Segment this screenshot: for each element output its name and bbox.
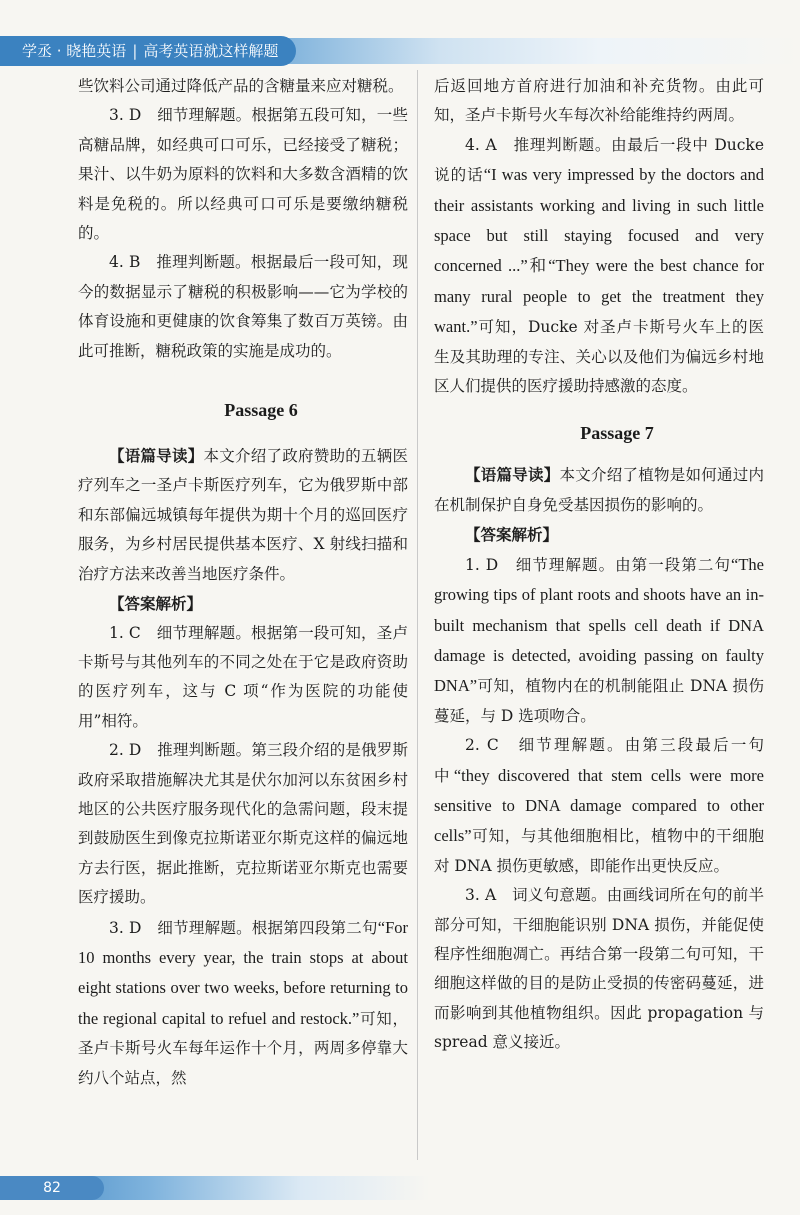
answer-tail: 可知，圣卢卡斯号火车每年运作十个月，两周多停靠大约八个站点，然 — [78, 1009, 408, 1087]
passage-7-answer-2 — [434, 731, 764, 881]
answer-lead: 1. D 细节理解题。由第一段第二句 — [465, 555, 732, 574]
english-quote: “The growing tips of plant roots and shoots have an in-built mechanism that spells cell death if DNA damage is detected, avoiding passing on faulty DNA” — [434, 554, 764, 696]
answer-tag: 【答案解析】 — [465, 525, 559, 545]
continued-paragraph: 些饮料公司通过降低产品的含糖量来应对糖税。 — [78, 77, 404, 95]
passage-6-answer-1: 1. C 细节理解题。根据第一段可知，圣卢卡斯号与其他列车的不同之处在于它是政府资助的医疗列车，这与 C 项“作为医院的功能使用”相符。 — [78, 623, 408, 730]
answer-lead: 3. D 细节理解题。根据第四段第二句 — [109, 918, 378, 937]
continued-paragraph: 后返回地方首府进行加油和补充货物。由此可知，圣卢卡斯号火车每次补给能维持约两周。 — [434, 77, 764, 125]
passage-7-title: Passage 7 — [580, 423, 654, 444]
answer-tail: 可知，植物内在的机制能阻止 DNA 损伤蔓延，与 D 选项吻合。 — [434, 677, 764, 725]
book-title: 高考英语就这样解题 — [143, 42, 279, 60]
series-name: 学丞 · 晓艳英语 — [22, 42, 127, 60]
answer-lead: 2. C 细节理解题。由第三段最后一句中 — [434, 736, 764, 785]
intro-text: 本文介绍了植物是如何通过内在机制保护自身免受基因损伤的影响的。 — [434, 466, 764, 514]
passage-6-answer-3 — [78, 913, 408, 1093]
passage-7-answer-3: 3. A 词义句意题。由画线词所在句的前半部分可知，干细胞能识别 DNA 损伤，并能促使程序性细胞凋亡。再结合第一段第二句可知，干细胞这样做的目的是防止受损的传密码蔓延，进而影响到其他植物组织。因此 propagation 与 spread 意义接近。 — [434, 886, 764, 1052]
passage-7-intro — [434, 460, 764, 520]
english-quote: “For 10 months every year, the train stops at about eight stations over two weeks, before returning to the regional capital to refuel and restock.” — [78, 917, 408, 1028]
answer-3: 3. D 细节理解题。根据第五段可知，一些高糖品牌，如经典可口可乐，已经接受了糖税；果汁、以牛奶为原料的饮料和大多数含酒精的饮料是免税的。所以经典可口可乐是要缴纳糖税的。 — [78, 106, 408, 243]
passage-6-intro — [78, 441, 408, 589]
header-separator: | — [132, 42, 138, 60]
answer-tag: 【答案解析】 — [109, 594, 203, 614]
running-header — [0, 36, 296, 66]
english-quote: “they discovered that stem cells were more sensitive to DNA damage compared to other cells” — [434, 765, 764, 846]
left-column — [78, 72, 408, 1093]
intro-text: 本文介绍了政府赞助的五辆医疗列车之一圣卢卡斯医疗列车，它为俄罗斯中部和东部偏远城镇每年提供为期十个月的巡回医疗服务，为乡村居民提供基本医疗、X 射线扫描和治疗方法来改善当地医疗条件。 — [78, 447, 408, 583]
english-quote: “I was very impressed by the doctors and their assistants working and living in such little space but still staying focused and very concerned ...”和“They were the best chance for many rural people to get the treatment they want.” — [434, 165, 764, 337]
intro-tag: 【语篇导读】 — [465, 465, 560, 485]
passage-6-title: Passage 6 — [224, 400, 298, 421]
passage-6-answer-4 — [434, 131, 764, 402]
answer-lead: 4. A 推理判断题。由最后一段中 Ducke 说的话 — [434, 135, 764, 185]
answer-tail: 可知，Ducke 对圣卢卡斯号火车上的医生及其助理的专注、关心以及他们为偏远乡村地区人们提供的医疗援助持感激的态度。 — [434, 318, 764, 396]
right-column — [434, 72, 764, 1058]
column-divider — [417, 70, 418, 1160]
intro-tag: 【语篇导读】 — [109, 446, 204, 466]
passage-6-answer-2: 2. D 推理判断题。第三段介绍的是俄罗斯政府采取措施解决尤其是伏尔加河以东贫困乡村地区的公共医疗服务现代化的急需问题，段末提到鼓励医生到像克拉斯诺亚尔斯克这样的偏远地方去行医，据此推断，克拉斯诺亚尔斯克也需要医疗援助。 — [78, 741, 408, 907]
answer-4: 4. B 推理判断题。根据最后一段可知，现今的数据显示了糖税的积极影响——它为学校的体育设施和更健康的饮食筹集了数百万英镑。由此可推断，糖税政策的实施是成功的。 — [78, 253, 408, 360]
passage-7-answer-1 — [434, 550, 764, 731]
answer-tail: 可知，与其他细胞相比，植物中的干细胞对 DNA 损伤更敏感，即能作出更快反应。 — [434, 827, 764, 875]
page-number: 82 — [0, 1176, 104, 1200]
